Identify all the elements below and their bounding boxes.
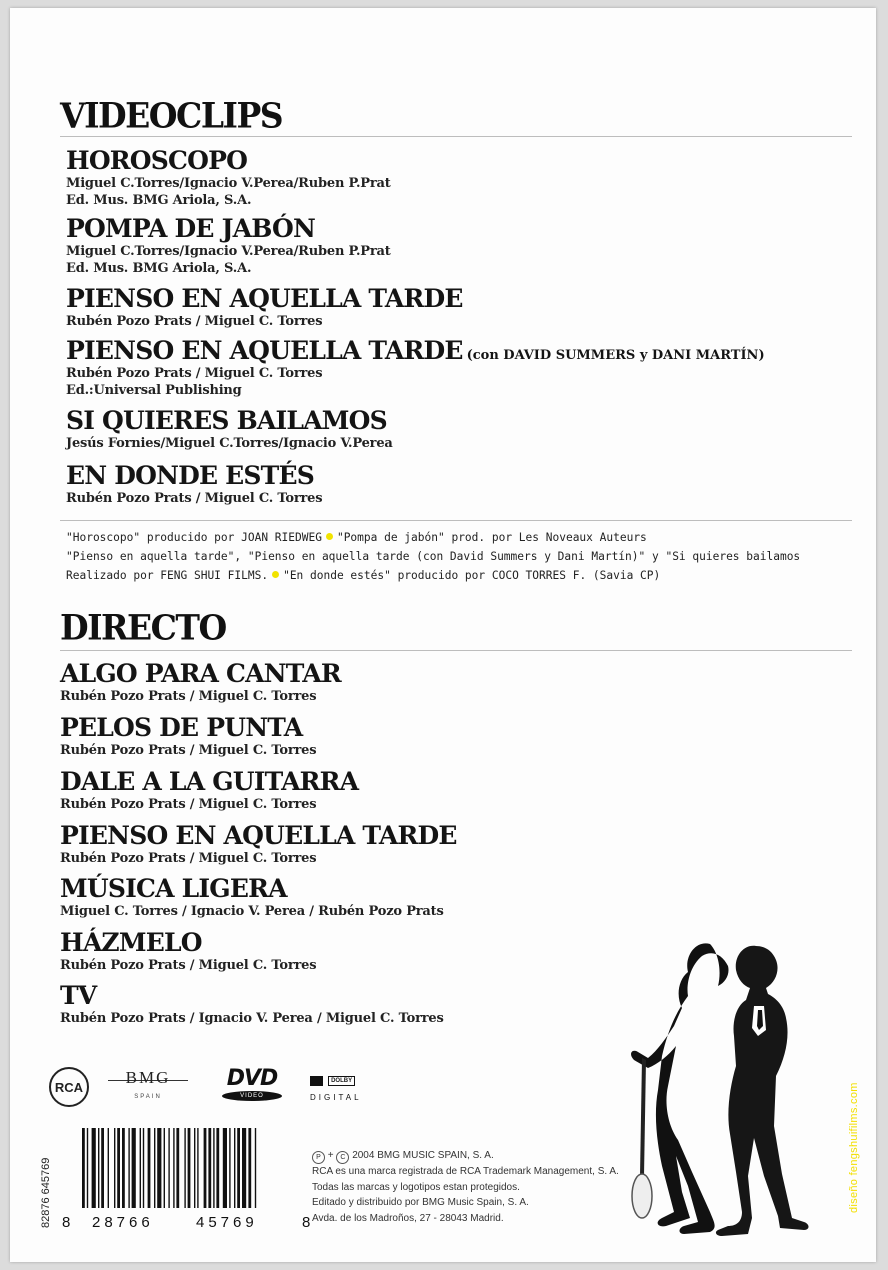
track-credit: Rubén Pozo Prats / Miguel C. Torres: [60, 851, 317, 866]
production-credits: [66, 528, 846, 585]
legal-line-3: Todas las marcas y logotipos estan protegidos.: [312, 1181, 520, 1193]
track-credit: Rubén Pozo Prats / Miguel C. Torres: [60, 797, 317, 812]
legal-line-2: RCA es una marca registrada de RCA Trademark Management, S. A.: [312, 1166, 619, 1177]
barcode-bars: [78, 1128, 310, 1210]
track-title: PELOS DE PUNTA: [60, 713, 303, 742]
videoclips-heading: VIDEOCLIPS: [60, 95, 283, 136]
track-title: DALE A LA GUITARRA: [60, 767, 359, 796]
dvd-sub: VIDEO: [222, 1091, 282, 1101]
barcode-digits: [62, 1214, 315, 1232]
credit-horoscopo: "Horoscopo" producido por JOAN RIEDWEG: [66, 531, 322, 544]
track-title: HOROSCOPO: [66, 146, 248, 175]
videoclip-item-1: [66, 148, 391, 209]
legal-copyright: 2004 BMG MUSIC SPAIN, S. A.: [352, 1150, 494, 1161]
track-publisher: Ed. Mus. BMG Ariola, S.A.: [66, 261, 252, 276]
barcode-digit-last: 8: [302, 1214, 315, 1231]
band-photo: [618, 926, 843, 1236]
directo-heading: DIRECTO: [60, 607, 226, 648]
legal-notice: [312, 1148, 642, 1226]
credit-pompa: "Pompa de jabón" prod. por Les Noveaux Auteurs: [336, 531, 647, 544]
legal-line-5: Avda. de los Madroños, 27 - 28043 Madrid.: [312, 1212, 504, 1224]
track-title: POMPA DE JABÓN: [66, 214, 316, 243]
copyright-icon: C: [336, 1151, 349, 1164]
track-title: HÁZMELO: [60, 928, 202, 957]
track-credit: Miguel C.Torres/Ignacio V.Perea/Ruben P.Prat: [66, 244, 391, 259]
bmg-text: BMG: [125, 1068, 171, 1087]
barcode: [62, 1128, 315, 1231]
track-credit: Miguel C. Torres / Ignacio V. Perea / Rubén Pozo Prats: [60, 904, 444, 919]
videoclip-item-2: [66, 216, 391, 277]
barcode-digit-first: 8: [62, 1214, 75, 1231]
directo-item-3: [60, 769, 358, 813]
bmg-logo: [108, 1068, 188, 1108]
track-title: PIENSO EN AQUELLA TARDE: [60, 821, 457, 850]
logo-row: [48, 1060, 388, 1114]
yellow-dot-icon: [326, 533, 333, 540]
dolby-box: DOLBY: [328, 1076, 355, 1086]
credits-line-1: [66, 528, 846, 547]
track-credit: Jesús Fornies/Miguel C.Torres/Ignacio V.Perea: [66, 436, 393, 451]
yellow-dot-icon: [272, 571, 279, 578]
track-title: MÚSICA LIGERA: [60, 874, 287, 903]
track-credit: Rubén Pozo Prats / Miguel C. Torres: [66, 491, 323, 506]
track-title-row: [66, 338, 765, 365]
directo-item-6: [60, 930, 316, 974]
track-credit: Rubén Pozo Prats / Miguel C. Torres: [60, 958, 317, 973]
svg-text:RCA: RCA: [54, 1080, 84, 1095]
track-credit: Rubén Pozo Prats / Miguel C. Torres: [66, 314, 323, 329]
directo-item-7: [60, 983, 444, 1027]
credits-rule: [60, 520, 852, 521]
dvd-video-logo: [214, 1066, 290, 1106]
track-credit: Rubén Pozo Prats / Miguel C. Torres: [60, 743, 317, 758]
track-credit: Rubén Pozo Prats / Ignacio V. Perea / Miguel C. Torres: [60, 1011, 444, 1026]
dolby-digital: DIGITAL: [310, 1093, 362, 1102]
barcode-vertical-number: 82876 645769: [40, 1157, 52, 1228]
track-title: SI QUIERES BAILAMOS: [66, 406, 387, 435]
videoclip-item-3: [66, 286, 463, 330]
track-title: PIENSO EN AQUELLA TARDE: [66, 336, 463, 365]
track-title: PIENSO EN AQUELLA TARDE: [66, 284, 463, 313]
dvd-back-cover: [10, 8, 876, 1262]
legal-line-1: P + C 2004 BMG MUSIC SPAIN, S. A.: [312, 1148, 642, 1164]
legal-line-4: Editado y distribuido por BMG Music Spain, S. A.: [312, 1197, 529, 1209]
dolby-logo: [310, 1070, 390, 1110]
videoclip-item-4: [66, 338, 765, 399]
track-credit: Rubén Pozo Prats / Miguel C. Torres: [60, 689, 317, 704]
track-title: EN DONDE ESTÉS: [66, 461, 314, 490]
track-publisher: Ed.:Universal Publishing: [66, 383, 242, 398]
barcode-group-1: 28766: [92, 1214, 154, 1231]
videoclips-rule: [60, 136, 852, 137]
credits-line-2: "Pienso en aquella tarde", "Pienso en aquella tarde (con David Summers y Dani Martín)" y "Si quieres bailamos: [66, 550, 801, 563]
track-publisher: Ed. Mus. BMG Ariola, S.A.: [66, 193, 252, 208]
track-guest: (con DAVID SUMMERS y DANI MARTÍN): [466, 348, 765, 363]
directo-item-5: [60, 876, 444, 920]
videoclip-item-5: [66, 408, 393, 452]
track-title: ALGO PARA CANTAR: [60, 659, 341, 688]
directo-rule: [60, 650, 852, 651]
directo-item-4: [60, 823, 457, 867]
directo-item-2: [60, 715, 316, 759]
track-title: TV: [60, 981, 97, 1010]
dolby-double-d-icon: [310, 1076, 323, 1086]
dvd-text: DVD: [226, 1066, 278, 1091]
credit-en-donde: "En donde estés" producido por COCO TORRES F. (Savia CP): [283, 569, 661, 582]
barcode-group-2: 45769: [196, 1214, 258, 1231]
rca-logo-icon: [48, 1066, 90, 1108]
bmg-sub: SPAIN: [134, 1094, 162, 1100]
directo-item-1: [60, 661, 341, 705]
track-credit: Miguel C.Torres/Ignacio V.Perea/Ruben P.Prat: [66, 176, 391, 191]
phonogram-icon: P: [312, 1151, 325, 1164]
track-credit: Rubén Pozo Prats / Miguel C. Torres: [66, 366, 323, 381]
videoclip-item-6: [66, 463, 322, 507]
website-credit: diseño fengshuifilms.com: [848, 1082, 860, 1213]
credits-line-3: [66, 566, 846, 585]
credit-feng-shui: Realizado por FENG SHUI FILMS.: [66, 569, 269, 582]
